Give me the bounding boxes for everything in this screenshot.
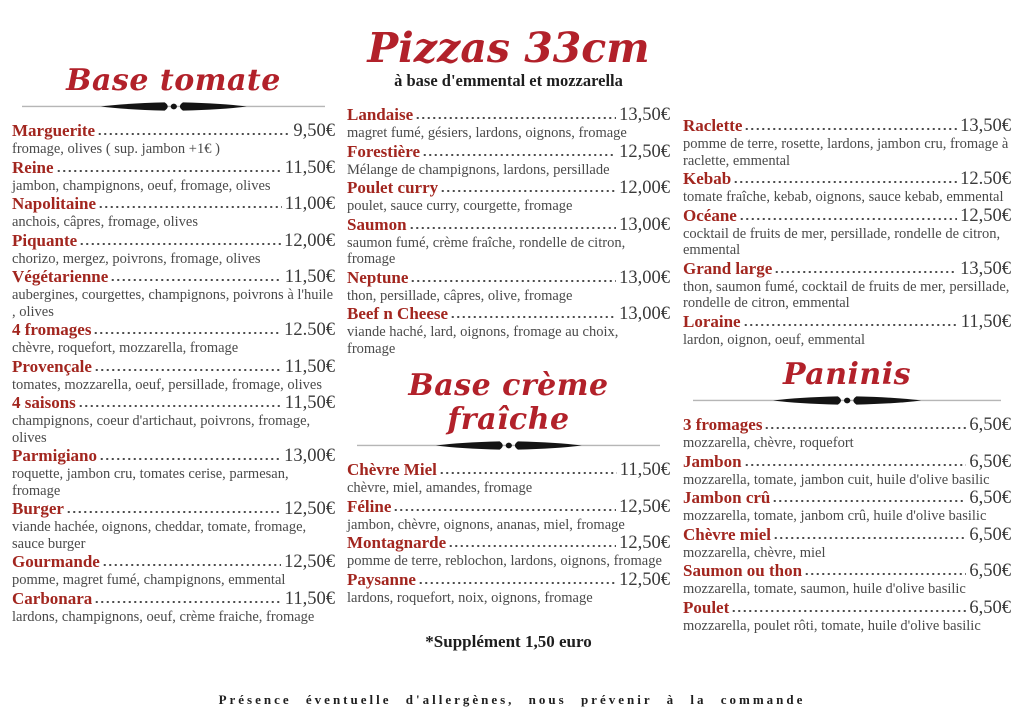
menu-item [12, 499, 335, 552]
item-price: 11,50€ [284, 588, 335, 609]
item-name: Chèvre Miel [347, 460, 437, 479]
divider-ornament [357, 438, 661, 453]
item-name: 4 saisons [12, 393, 76, 412]
dot-leader [94, 368, 282, 372]
dot-leader [418, 581, 616, 585]
dot-leader [731, 609, 966, 613]
dot-leader [102, 563, 281, 567]
menu-item [683, 598, 1011, 635]
divider-ornament [22, 99, 326, 114]
dot-leader [79, 242, 281, 246]
item-ingredients: pomme de terre, reblochon, lardons, oignons, fromage [347, 553, 662, 569]
dot-leader [440, 189, 616, 193]
item-price: 11,50€ [284, 267, 335, 287]
item-price: 13,00€ [619, 267, 670, 288]
menu-item [683, 206, 1011, 259]
item-name: Paysanne [347, 569, 416, 589]
item-ingredients: thon, persillade, câpres, olive, fromage [347, 287, 573, 304]
item-ingredients: pomme, magret fumé, champignons, emmental [12, 572, 286, 588]
item-price: 12,50€ [619, 569, 670, 590]
item-price: 6,50€ [969, 451, 1011, 472]
item-price: 12,00€ [284, 230, 335, 251]
column-pizzas-33cm [347, 26, 670, 652]
menu-item [12, 393, 335, 446]
dot-leader [93, 331, 281, 335]
item-name: Jambon crû [683, 488, 771, 507]
menu-item [12, 194, 335, 231]
item-ingredients: pomme de terre, rosette, lardons, jambon cru, fromage à raclette, emmental [683, 136, 1009, 169]
item-ingredients: mozzarella, chèvre, miel [683, 544, 826, 561]
item-name: Végétarienne [12, 267, 109, 286]
item-ingredients: fromage, olives ( sup. jambon +1€ ) [12, 141, 220, 157]
item-name: Parmigiano [12, 446, 97, 465]
dot-leader [409, 226, 617, 230]
menu-item [347, 304, 670, 357]
dot-leader [439, 471, 617, 475]
item-price: 12,50€ [619, 496, 670, 517]
pizzas-33cm-items [347, 105, 670, 357]
item-price: 13,00€ [284, 446, 335, 466]
item-ingredients: viande haché, lard, oignons, fromage au choix, fromage [347, 324, 619, 357]
item-ingredients: lardons, champignons, oeuf, crème fraiche, fromage [12, 608, 315, 625]
dot-leader [733, 180, 957, 184]
menu-item [347, 105, 670, 142]
item-price: 6,50€ [969, 415, 1011, 435]
base-creme-items [347, 460, 670, 606]
dot-leader [97, 132, 290, 136]
item-ingredients: thon, saumon fumé, cocktail de fruits de mer, persillade, rondelle de citron, emmental [683, 278, 1010, 311]
item-price: 12,50€ [619, 141, 670, 162]
item-name: Reine [12, 157, 54, 177]
item-ingredients: lardons, roquefort, noix, oignons, fromage [347, 589, 593, 606]
menu-item [683, 452, 1011, 489]
item-ingredients: mozzarella, chèvre, roquefort [683, 435, 854, 451]
menu-item [347, 142, 670, 179]
dot-leader [450, 315, 616, 319]
item-ingredients: poulet, sauce curry, courgette, fromage [347, 198, 573, 214]
menu-item [683, 169, 1011, 206]
menu-item [683, 415, 1011, 452]
item-ingredients: aubergines, courgettes, champignons, poivrons à l'huile , olives [12, 287, 334, 320]
menu-item [12, 552, 335, 589]
section-heading-base-tomate: Base tomate [66, 63, 281, 98]
dot-leader [56, 169, 282, 173]
menu-item [683, 525, 1011, 562]
item-name: Piquante [12, 230, 78, 250]
item-price: 6,50€ [969, 561, 1011, 581]
menu-item [347, 570, 670, 607]
item-ingredients: tomates, mozzarella, oeuf, persillade, fromage, olives [12, 376, 323, 393]
dot-leader [448, 544, 616, 548]
item-ingredients: mozzarella, tomate, jambon cuit, huile d'olive basilic [683, 471, 990, 488]
item-name: Forestière [347, 141, 420, 161]
menu-item [347, 268, 670, 305]
item-ingredients: Mélange de champignons, lardons, persillade [347, 161, 610, 178]
item-name: Océane [683, 205, 737, 225]
menu-item [683, 561, 1011, 598]
menu-item [12, 267, 335, 320]
dot-leader [739, 217, 957, 221]
item-price: 6,50€ [969, 524, 1011, 545]
dot-leader [415, 116, 616, 120]
dot-leader [98, 205, 282, 209]
menu-item [12, 357, 335, 394]
dot-leader [774, 270, 957, 274]
item-ingredients: chèvre, miel, amandes, fromage [347, 480, 533, 496]
dot-leader [66, 510, 281, 514]
item-name: Chèvre miel [683, 524, 771, 544]
dot-leader [764, 426, 966, 430]
item-ingredients: champignons, coeur d'artichaut, poivrons, fromage, olives [12, 413, 311, 446]
dot-leader [99, 457, 281, 461]
item-name: 4 fromages [12, 320, 92, 339]
item-price: 6,50€ [969, 597, 1011, 618]
section-heading-base-creme-fraiche: Base crème fraîche [408, 368, 609, 437]
menu-item [12, 121, 335, 158]
dot-leader [743, 323, 958, 327]
dot-leader [773, 536, 966, 540]
item-ingredients: roquette, jambon cru, tomates cerise, parmesan, fromage [12, 466, 289, 499]
item-ingredients: cocktail de fruits de mer, persillade, rondelle de citron, emmental [683, 225, 1001, 258]
menu-item [347, 533, 670, 570]
item-name: Saumon [347, 214, 407, 234]
menu-item [12, 158, 335, 195]
item-name: Burger [12, 499, 64, 518]
base-tomate-items [12, 121, 335, 625]
item-ingredients: jambon, champignons, oeuf, fromage, olives [12, 177, 271, 194]
menu-item [683, 312, 1011, 349]
pizzas-right-items [683, 116, 1011, 348]
item-price: 13,00€ [619, 304, 670, 324]
dot-leader [744, 127, 957, 131]
item-ingredients: tomate fraîche, kebab, oignons, sauce kebab, emmental [683, 189, 1004, 205]
item-price: 11,50€ [619, 460, 670, 480]
paninis-items [683, 415, 1011, 634]
column-pizzas-paninis [683, 114, 1011, 634]
dot-leader [744, 463, 967, 467]
item-price: 13,50€ [960, 258, 1011, 279]
menu-item [12, 320, 335, 357]
item-name: Beef n Cheese [347, 304, 449, 323]
item-ingredients: viande hachée, oignons, cheddar, tomate, fromage, sauce burger [12, 519, 307, 552]
item-name: Neptune [347, 267, 409, 287]
item-price: 6,50€ [969, 488, 1011, 508]
menu-item [347, 215, 670, 268]
menu-item [347, 178, 670, 215]
dot-leader [393, 508, 616, 512]
item-name: Poulet [683, 597, 730, 617]
dot-leader [78, 404, 282, 408]
allergen-footer: Présence éventuelle d'allergènes, nous prévenir à la commande [218, 692, 806, 707]
item-name: Montagnarde [347, 533, 447, 552]
page-title: Pizzas 33cm [367, 24, 650, 72]
item-ingredients: saumon fumé, crème fraîche, rondelle de citron, fromage [347, 234, 626, 267]
menu-item [683, 488, 1011, 525]
item-price: 11,50€ [284, 356, 335, 377]
item-name: Jambon [683, 451, 742, 471]
menu-item [12, 589, 335, 626]
item-ingredients: lardon, oignon, oeuf, emmental [683, 331, 866, 348]
menu-item [347, 460, 670, 497]
item-price: 12.50€ [960, 169, 1011, 189]
item-price: 12,50€ [284, 552, 335, 572]
item-price: 12,50€ [284, 499, 335, 519]
item-name: Landaise [347, 105, 414, 124]
dot-leader [804, 572, 966, 576]
item-price: 12.50€ [284, 320, 335, 340]
item-name: Provençale [12, 356, 92, 376]
item-ingredients: mozzarella, tomate, janbom crû, huile d'olive basilic [683, 508, 987, 524]
item-name: Gourmande [12, 552, 100, 571]
dot-leader [110, 278, 281, 282]
item-ingredients: jambon, chèvre, oignons, ananas, miel, fromage [347, 516, 625, 533]
menu-item [683, 116, 1011, 169]
menu-item [683, 259, 1011, 312]
dot-leader [410, 279, 616, 283]
item-ingredients: mozzarella, tomate, saumon, huile d'olive basilic [683, 581, 966, 597]
item-name: Carbonara [12, 588, 93, 608]
column-base-tomate [12, 64, 335, 625]
item-price: 12,50€ [619, 533, 670, 553]
item-price: 11,50€ [284, 393, 335, 413]
item-ingredients: chorizo, mergez, poivrons, fromage, olives [12, 250, 261, 267]
item-name: Raclette [683, 116, 743, 135]
item-ingredients: anchois, câpres, fromage, olives [12, 214, 199, 230]
item-name: Saumon ou thon [683, 561, 803, 580]
item-price: 11,50€ [284, 157, 335, 178]
item-price: 9,50€ [293, 121, 335, 141]
section-heading-paninis: Paninis [783, 357, 911, 392]
item-name: Napolitaine [12, 194, 97, 213]
item-name: Kebab [683, 169, 732, 188]
dot-leader [772, 499, 966, 503]
item-price: 13,50€ [960, 116, 1011, 136]
item-name: Féline [347, 496, 392, 516]
page-subtitle: à base d'emmental et mozzarella [394, 71, 623, 90]
item-price: 13,00€ [619, 214, 670, 235]
dot-leader [94, 600, 282, 604]
item-price: 11,50€ [960, 311, 1011, 332]
item-name: Grand large [683, 258, 773, 278]
item-name: Poulet curry [347, 178, 439, 197]
divider-ornament [693, 393, 1001, 408]
item-ingredients: chèvre, roquefort, mozzarella, fromage [12, 340, 239, 356]
item-ingredients: mozzarella, poulet rôti, tomate, huile d'olive basilic [683, 617, 981, 634]
item-ingredients: magret fumé, gésiers, lardons, oignons, fromage [347, 125, 627, 141]
item-name: Marguerite [12, 121, 96, 140]
menu-item [12, 231, 335, 268]
item-name: 3 fromages [683, 415, 763, 434]
item-price: 11,00€ [284, 194, 335, 214]
item-price: 12,00€ [619, 178, 670, 198]
supplement-note: *Supplément 1,50 euro [425, 632, 592, 651]
dot-leader [422, 153, 616, 157]
menu-item [347, 497, 670, 534]
item-price: 12,50€ [960, 205, 1011, 226]
item-price: 13,50€ [619, 105, 670, 125]
item-name: Loraine [683, 311, 741, 331]
menu-item [12, 446, 335, 499]
